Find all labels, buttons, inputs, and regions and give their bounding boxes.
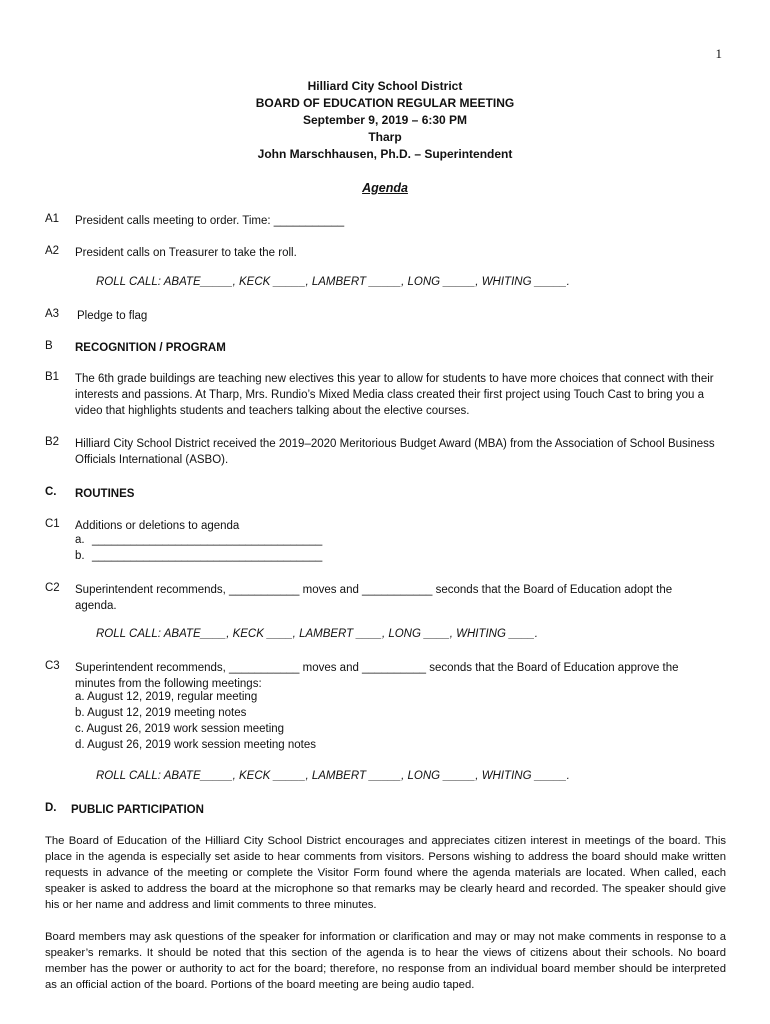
- c3-list-item: d. August 26, 2019 work session meeting notes: [75, 739, 317, 751]
- item-c1-text: Additions or deletions to agenda: [75, 520, 240, 532]
- item-code-b: B: [45, 340, 53, 352]
- meeting-date: September 9, 2019 – 6:30 PM: [302, 113, 468, 127]
- page-number: 1: [715, 46, 722, 61]
- item-code-a3: A3: [45, 308, 60, 320]
- roll-call-1: ROLL CALL: ABATE_____, KECK _____, LAMBERT _____, LONG _____, WHITING _____.: [96, 276, 570, 288]
- item-code-c3: C3: [45, 660, 60, 672]
- item-a2-text: President calls on Treasurer to take the roll.: [75, 247, 297, 259]
- item-a1-text: President calls meeting to order. Time: ___________: [75, 215, 345, 227]
- roll-call-3: ROLL CALL: ABATE_____, KECK _____, LAMBERT _____, LONG _____, WHITING _____.: [96, 770, 570, 782]
- public-participation-paragraph-2: Board members may ask questions of the speaker for information or clarification and may or may not make comments in response to a speaker’s remarks. It should be noted that this section of the agenda is to hear the views of citizens about their schools. No board member has the power or authority to act for the board; therefore, no response from an individual board member should be interpreted as an official action of the board. Portions of the board meeting are being audio taped.: [45, 931, 726, 991]
- c1-option-b-line: ____________________________________: [92, 550, 323, 562]
- meeting-location: Tharp: [368, 130, 402, 144]
- item-c2-text: Superintendent recommends, ___________ moves and ___________ seconds that the Board of Education adopt the agenda.: [75, 584, 673, 612]
- c1-option-b-label: b.: [75, 550, 85, 562]
- item-code-a1: A1: [45, 213, 60, 225]
- agenda-title: Agenda: [362, 181, 408, 195]
- section-b-title: RECOGNITION / PROGRAM: [75, 342, 226, 354]
- district-name: Hilliard City School District: [307, 79, 463, 93]
- item-b1-text: The 6th grade buildings are teaching new electives this year to allow for students to have more choices that connect with their interests and passions. At Tharp, Mrs. Rundio’s Mixed Media class created their first project using Touch Cast to bring you a video that highlights students and teachers talking about the elective courses.: [75, 373, 714, 417]
- item-c3-text: Superintendent recommends, ___________ moves and __________ seconds that the Board of Education approve the minutes from the following meetings:: [75, 662, 679, 690]
- item-b2-text: Hilliard City School District received the 2019–2020 Meritorious Budget Award (MBA) from the Association of School Business Officials International (ASBO).: [75, 438, 715, 466]
- item-code-d: D.: [45, 802, 57, 814]
- c1-option-a-line: ____________________________________: [92, 534, 323, 546]
- item-code-c2: C2: [45, 582, 60, 594]
- c3-list-item: c. August 26, 2019 work session meeting: [75, 723, 285, 735]
- item-code-b1: B1: [45, 371, 60, 383]
- item-code-b2: B2: [45, 436, 60, 448]
- c3-list-item: a. August 12, 2019, regular meeting: [75, 691, 258, 703]
- meeting-title: BOARD OF EDUCATION REGULAR MEETING: [255, 96, 515, 110]
- item-a3-text: Pledge to flag: [77, 310, 148, 322]
- public-participation-paragraph-1: The Board of Education of the Hilliard City School District encourages and appreciates citizen interest in meetings of the board. This place in the agenda is especially set aside to hear comments from visitors. Persons wishing to address the board should make written requests in advance of the meeting or complete the Visitor Form found where the agenda materials are located. When called, each speaker is asked to address the board at the microphone so that remarks may be clearly heard and recorded. The speaker should give his or her name and address and limit comments to three minutes.: [45, 835, 726, 911]
- item-code-c1: C1: [45, 518, 60, 530]
- c3-list-item: b. August 12, 2019 meeting notes: [75, 707, 247, 719]
- item-code-c: C.: [45, 486, 57, 498]
- section-d-title: PUBLIC PARTICIPATION: [71, 804, 204, 816]
- section-c-title: ROUTINES: [75, 488, 135, 500]
- superintendent: John Marschhausen, Ph.D. – Superintendent: [257, 147, 513, 161]
- item-code-a2: A2: [45, 245, 60, 257]
- roll-call-2: ROLL CALL: ABATE____, KECK ____, LAMBERT ____, LONG ____, WHITING ____.: [96, 628, 538, 640]
- c1-option-a-label: a.: [75, 534, 85, 546]
